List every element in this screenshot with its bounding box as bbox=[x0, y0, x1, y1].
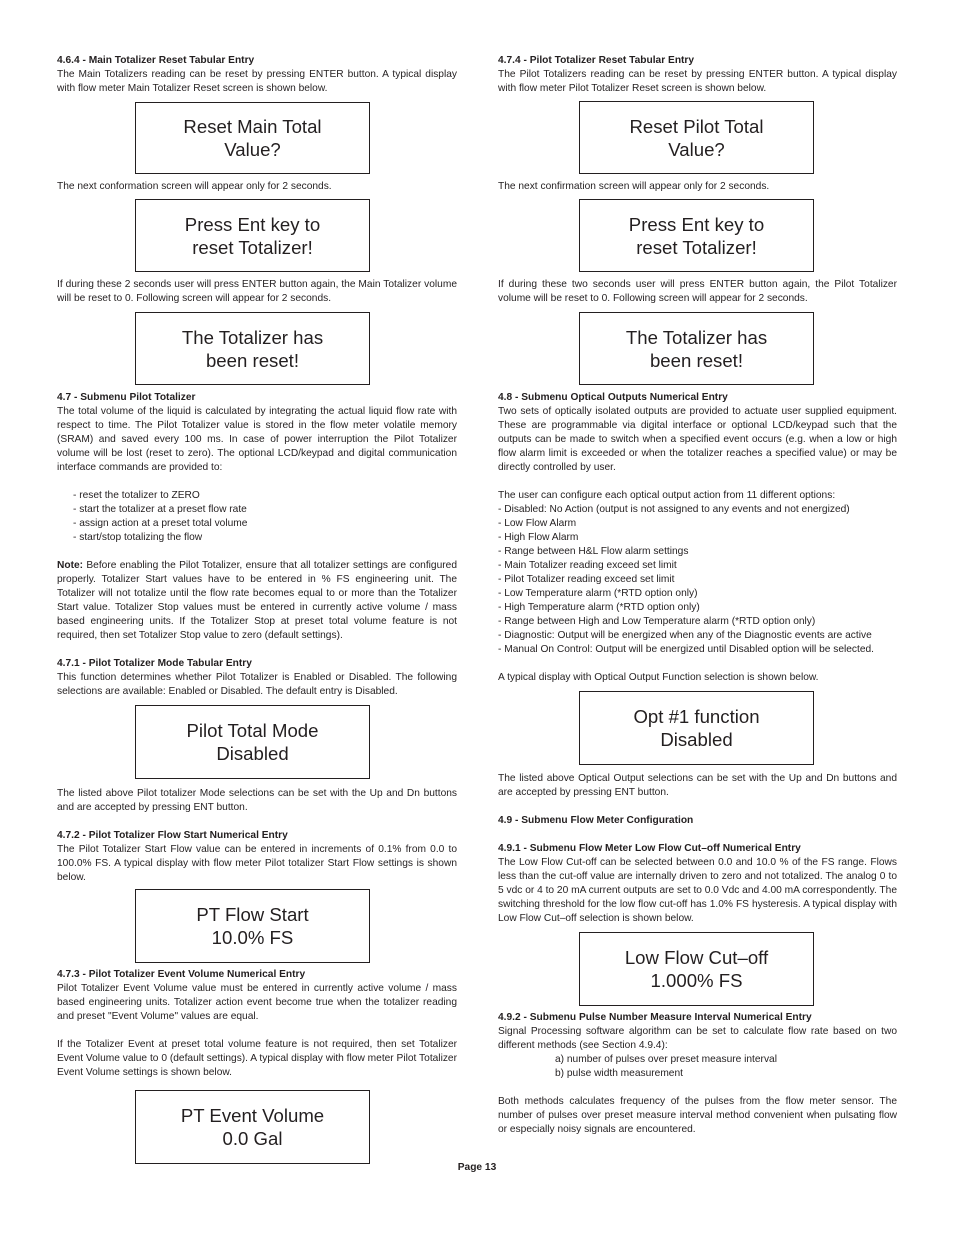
lcd-line: Reset Main Total bbox=[183, 116, 322, 137]
note-paragraph bbox=[57, 559, 457, 643]
section-heading: 4.9.1 - Submenu Flow Meter Low Flow Cut–off Numerical Entry bbox=[498, 843, 801, 854]
section-heading: 4.9.2 - Submenu Pulse Number Measure Interval Numerical Entry bbox=[498, 1012, 812, 1023]
lcd-display-reset-main-total bbox=[135, 102, 370, 174]
list-item: - Pilot Totalizer reading exceed set limit bbox=[498, 574, 675, 585]
lcd-line: The Totalizer has bbox=[181, 326, 324, 348]
list-item: - Manual On Control: Output will be energized until Disabled option will be selected. bbox=[498, 644, 875, 655]
paragraph: Pilot Totalizer Event Volume value must be entered in currently active volume / mass based engineering units. Totalizer action event become true when the totalizer reading and preset "Event Volume" values are equal. bbox=[57, 983, 457, 1022]
paragraph: If during these 2 seconds user will press ENTER button again, the Main Totalizer volume will be reset to 0. Following screen will appear for 2 seconds. bbox=[57, 279, 457, 304]
lcd-display-press-ent bbox=[579, 199, 814, 272]
lcd-line: Pilot Total Mode bbox=[186, 720, 319, 741]
paragraph: The listed above Optical Output selections can be set with the Up and Dn buttons and are accepted by pressing ENT button. bbox=[498, 773, 897, 798]
lcd-line: Value? bbox=[668, 138, 725, 160]
lcd-line: 10.0% FS bbox=[211, 927, 294, 948]
lcd-display-pt-flow-start bbox=[135, 889, 370, 963]
lcd-line: PT Flow Start bbox=[196, 904, 309, 925]
lcd-display-pt-event-volume bbox=[135, 1090, 370, 1164]
paragraph: If the Totalizer Event at preset total volume feature is not required, then set Totalizer Event Volume value to 0 (default settings). A typical display with flow meter Pilot Totalizer Event Volume settings is shown below. bbox=[57, 1039, 457, 1078]
list-item: - Low Temperature alarm (*RTD option only) bbox=[498, 588, 698, 599]
paragraph: The Low Flow Cut-off can be selected between 0.0 and 10.0 % of the FS range. Flows less than the cut-off value are internally driven to zero and not totalized. The analog 0 to 5 vdc or 4 to 20 mA current outputs are set to 0.0 Vdc and 4.00 mA correspondently. The switching threshold for the low flow cut-off has 1.0% FS hysteresis. A typical display with Low Flow Cut–off selection is shown below. bbox=[498, 857, 897, 924]
action-list bbox=[57, 489, 457, 545]
list-item: - Disabled: No Action (output is not assigned to any events and not energized) bbox=[498, 504, 850, 515]
paragraph: The Pilot Totalizers reading can be reset by pressing ENTER button. A typical display with flow meter Pilot Totalizer Reset screen is shown below. bbox=[498, 69, 897, 94]
section-heading: 4.8 - Submenu Optical Outputs Numerical Entry bbox=[498, 392, 728, 403]
lcd-display-pilot-total-mode bbox=[135, 705, 370, 779]
lcd-line: Disabled bbox=[660, 729, 733, 750]
section-heading: 4.7.3 - Pilot Totalizer Event Volume Numerical Entry bbox=[57, 969, 306, 980]
section-heading: 4.9 - Submenu Flow Meter Configuration bbox=[498, 815, 694, 826]
paragraph: This function determines whether Pilot Totalizer is Enabled or Disabled. The following selections are available: Enabled or Disabled. The default entry is Disabled. bbox=[57, 672, 457, 697]
list-item: - High Temperature alarm (*RTD option only) bbox=[498, 602, 700, 613]
list-item: - start the totalizer at a preset flow rate bbox=[73, 504, 247, 515]
note-text: Before enabling the Pilot Totalizer, ensure that all totalizer settings are configured properly. Totalizer Start values have to be entered in % FS engineering unit. The Totalizer will not totalize until the flow rate becomes equal to or more than the Totalizer Start value. Totalizer Stop values must be entered in currently active volume / mass based engineering units. If the Totalizer Stop at preset total volume feature is not required, then set Totalizer Stop value to zero (default settings). bbox=[57, 560, 457, 641]
lcd-line: reset Totalizer! bbox=[636, 236, 757, 258]
lcd-line: been reset! bbox=[649, 349, 744, 371]
lcd-display-low-flow-cutoff bbox=[579, 932, 814, 1006]
lcd-display-totalizer-reset bbox=[135, 312, 370, 385]
method-item: a) number of pulses over preset measure interval bbox=[555, 1054, 777, 1065]
lcd-line: Value? bbox=[224, 139, 281, 160]
list-item: - Range between High and Low Temperature alarm (*RTD option only) bbox=[498, 616, 816, 627]
lcd-line: been reset! bbox=[205, 349, 300, 371]
section-heading: 4.7.4 - Pilot Totalizer Reset Tabular Entry bbox=[498, 55, 695, 66]
list-item: - start/stop totalizing the flow bbox=[73, 532, 203, 543]
list-item: - Range between H&L Flow alarm settings bbox=[498, 546, 689, 557]
lcd-line: Reset Pilot Total bbox=[629, 115, 764, 137]
right-column bbox=[498, 54, 897, 1137]
paragraph: Both methods calculates frequency of the pulses from the flow meter sensor. The number of pulses over preset measure interval method convenient when pulsating flow or especially noisy signals are encountered. bbox=[498, 1096, 897, 1135]
lcd-display-reset-pilot-total bbox=[579, 101, 814, 174]
section-heading: 4.6.4 - Main Totalizer Reset Tabular Entry bbox=[57, 55, 255, 66]
paragraph: Two sets of optically isolated outputs are provided to actuate user supplied equipment. These are programmable via digital interface or optional LCD/keypad such that the outputs can be made to switch when a specified event occurs (e.g. when a low or high flow alarm limit is exceeded or when the totalizer reaches a specified value) or may be directly controlled by user. bbox=[498, 406, 897, 473]
section-heading: 4.7 - Submenu Pilot Totalizer bbox=[57, 392, 196, 403]
paragraph: The total volume of the liquid is calculated by integrating the actual liquid flow rate with respect to time. The Pilot Totalizer value is stored in the flow meter volatile memory (SRAM) and saved every 100 ms. In case of power interruption the Pilot Totalizer volume will be lost (reset to zero). The optional LCD/keypad and digital communication interface commands are provided to: bbox=[57, 406, 457, 473]
left-column bbox=[57, 54, 457, 1164]
paragraph: The Pilot Totalizer Start Flow value can be entered in increments of 0.1% from 0.0 to 100.0% FS. A typical display with flow meter Pilot totalizer Start Flow settings is shown below. bbox=[57, 844, 457, 883]
paragraph: The listed above Pilot totalizer Mode selections can be set with the Up and Dn buttons and are accepted by pressing ENT button. bbox=[57, 788, 457, 813]
lcd-line: 1.000% FS bbox=[650, 970, 743, 991]
section-heading: 4.7.1 - Pilot Totalizer Mode Tabular Entry bbox=[57, 658, 252, 669]
lcd-line: 0.0 Gal bbox=[222, 1128, 283, 1149]
section-heading: 4.7.2 - Pilot Totalizer Flow Start Numerical Entry bbox=[57, 830, 288, 841]
paragraph: If during these two seconds user will press ENTER button again, the Pilot Totalizer volume will be reset to 0. Following screen will appear for 2 seconds. bbox=[498, 279, 897, 304]
paragraph: The user can configure each optical output action from 11 different options: bbox=[498, 490, 836, 501]
list-item: - Diagnostic: Output will be energized when any of the Diagnostic events are active bbox=[498, 630, 872, 641]
lcd-display-totalizer-reset bbox=[579, 312, 814, 385]
lcd-line: Press Ent key to bbox=[628, 213, 765, 235]
paragraph: A typical display with Optical Output Function selection is shown below. bbox=[498, 672, 819, 683]
list-item: - High Flow Alarm bbox=[498, 532, 579, 543]
lcd-line: The Totalizer has bbox=[625, 326, 768, 348]
list-item: - Low Flow Alarm bbox=[498, 518, 577, 529]
lcd-line: Press Ent key to bbox=[184, 213, 321, 235]
lcd-line: Low Flow Cut–off bbox=[624, 947, 769, 968]
method-item: b) pulse width measurement bbox=[555, 1068, 683, 1079]
lcd-line: PT Event Volume bbox=[180, 1105, 325, 1126]
lcd-line: reset Totalizer! bbox=[192, 236, 313, 258]
note-label: Note: bbox=[57, 560, 84, 571]
paragraph: The next confirmation screen will appear only for 2 seconds. bbox=[498, 181, 770, 192]
list-item: - reset the totalizer to ZERO bbox=[73, 490, 200, 501]
lcd-line: Opt #1 function bbox=[633, 706, 760, 727]
page-number: Page 13 bbox=[457, 1162, 497, 1173]
list-item: - assign action at a preset total volume bbox=[73, 518, 248, 529]
paragraph: Signal Processing software algorithm can be set to calculate flow rate based on two different methods (see Section 4.9.4): bbox=[498, 1026, 897, 1051]
paragraph: The next conformation screen will appear only for 2 seconds. bbox=[57, 181, 332, 192]
paragraph: The Main Totalizers reading can be reset by pressing ENTER button. A typical display with flow meter Main Totalizer Reset screen is shown below. bbox=[57, 69, 457, 94]
lcd-line: Disabled bbox=[216, 743, 289, 764]
list-item: - Main Totalizer reading exceed set limit bbox=[498, 560, 677, 571]
lcd-display-press-ent bbox=[135, 199, 370, 272]
option-list bbox=[498, 503, 897, 657]
lcd-display-opt-function bbox=[579, 691, 814, 765]
